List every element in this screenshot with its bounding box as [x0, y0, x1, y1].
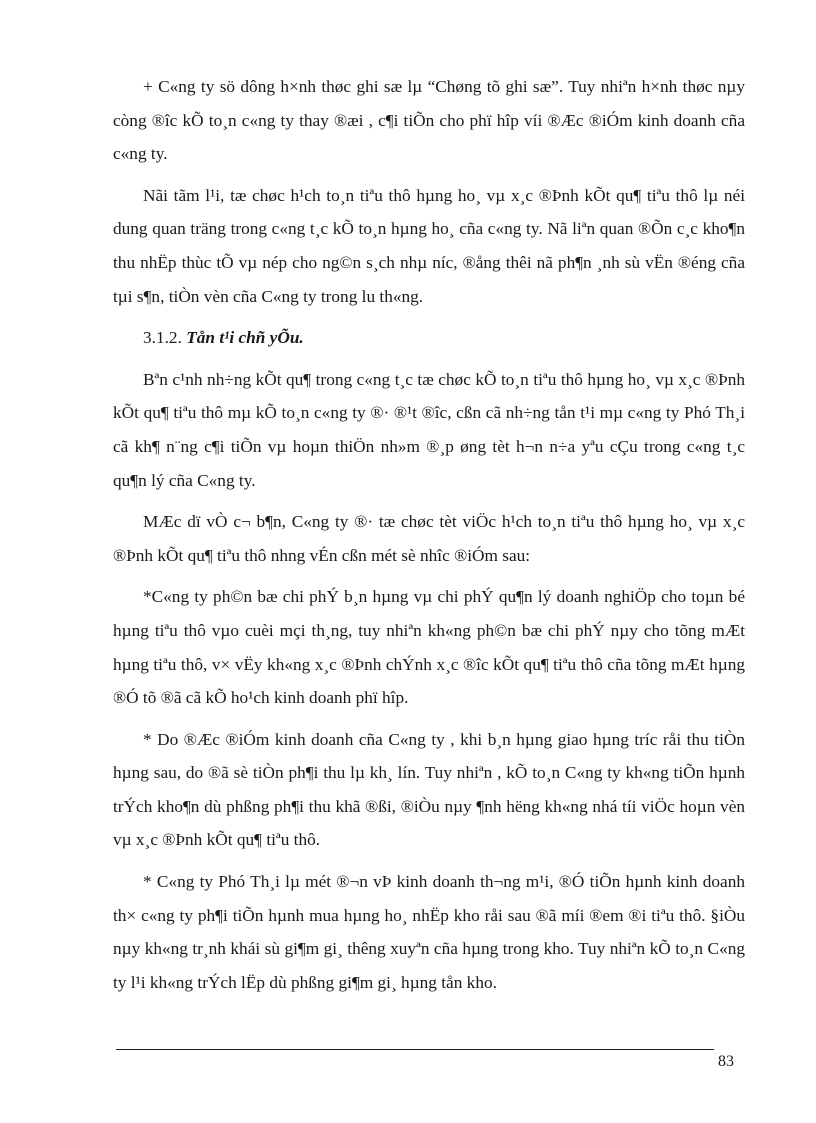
paragraph-receivables: * Do ®Æc ®iÓm kinh doanh cña C«ng ty , khi b¸n hµng giao hµng tríc råi thu tiÒn hµng sau, do ®ã sè tiÒn ph¶i thu lµ kh¸ lín. Tuy nhiªn , kÕ to¸n C«ng ty kh«ng tiÕn hµnh trÝch kho¶n dù phßng ph¶i thu khã ®ßi, ®iÒu nµy ¶nh hëng kh«ng nhá tíi viÖc hoµn vèn vµ x¸c ®Þnh kÕt qu¶ tiªu thô.: [113, 729, 745, 850]
paragraph-bookkeeping-form: + C«ng ty sö dông h×nh thøc ghi sæ lµ “Chøng tõ ghi sæ”. Tuy nhiªn h×nh thøc nµy còng ®îc kÕ to¸n c«ng ty thay ®æi , c¶i tiÕn cho phï hîp víi ®Æc ®iÓm kinh doanh cña c«ng ty.: [113, 77, 745, 164]
paragraph-cost-allocation: *C«ng ty ph©n bæ chi phÝ b¸n hµng vµ chi phÝ qu¶n lý doanh nghiÖp cho toµn bé hµng tiªu thô vµo cuèi mçi th¸ng, tuy nhiªn kh«ng ph©n bæ chi phÝ nµy cho tõng mÆt hµng tiªu thô, v× vËy kh«ng x¸c ®Þnh chÝnh x¸c ®îc kÕt qu¶ tiªu thô cña tõng mÆt hµng ®Ó tõ ®ã cã kÕ ho¹ch kinh doanh phï hîp.: [113, 587, 745, 708]
paragraph-inventory: * C«ng ty Phó Th¸i lµ mét ®¬n vÞ kinh doanh th¬ng m¹i, ®Ó tiÕn hµnh kinh doanh th× c«ng ty ph¶i tiÕn hµnh mua hµng ho¸ nhËp kho råi sau ®ã míi ®em ®i tiªu thô. §iÒu nµy kh«ng tr¸nh khái sù gi¶m gi¸ thêng xuyªn cña hµng trong kho. Tuy nhiªn kÕ to¸n C«ng ty l¹i kh«ng trÝch lËp dù phßng gi¶m gi¸ hµng tån kho.: [113, 872, 745, 992]
section-title: Tån t¹i chñ yÕu.: [186, 328, 304, 348]
footer-divider: [116, 1049, 714, 1050]
paragraph-overview: MÆc dï vÒ c¬ b¶n, C«ng ty ®· tæ chøc tèt viÖc h¹ch to¸n tiªu thô hµng ho¸ vµ x¸c ®Þnh kÕt qu¶ tiªu thô nhng vÉn cßn mét sè nhîc ®iÓm sau:: [113, 512, 745, 565]
page-number: 83: [718, 1053, 734, 1070]
paragraph-intro: Bªn c¹nh nh÷ng kÕt qu¶ trong c«ng t¸c tæ chøc kÕ to¸n tiªu thô hµng ho¸ vµ x¸c ®Þnh kÕt qu¶ tiªu thô mµ kÕ to¸n c«ng ty ®· ®¹t ®îc, cßn cã nh÷ng tån t¹i mµ c«ng ty Phó Th¸i cã kh¶ n¨ng c¶i tiÕn vµ hoµn thiÖn nh»m ®¸p øng tèt h¬n n÷a yªu cÇu trong c«ng t¸c qu¶n lý cña C«ng ty.: [113, 369, 745, 490]
section-number: 3.1.2.: [143, 328, 182, 348]
paragraph-summary: Nãi tãm l¹i, tæ chøc h¹ch to¸n tiªu thô hµng ho¸ vµ x¸c ®Þnh kÕt qu¶ tiªu thô lµ néi dung quan träng trong c«ng t¸c kÕ to¸n hµng ho¸ cña c«ng ty. Nã liªn quan ®Õn c¸c kho¶n thu nhËp thùc tÕ vµ nép cho ng©n s¸ch nhµ níc, ®ång thêi nã ph¶n ¸nh sù vËn ®éng cña tµi s¶n, tiÒn vèn cña C«ng ty trong lu th«ng.: [113, 185, 745, 306]
section-heading: [113, 321, 745, 355]
document-body: [113, 70, 745, 1007]
